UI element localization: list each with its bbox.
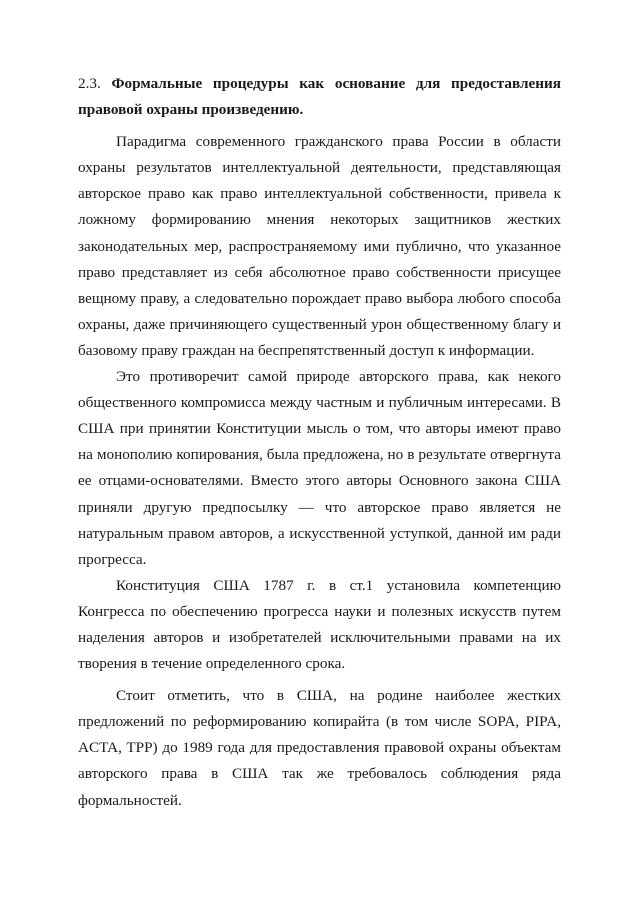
document-body [78,71,561,814]
paragraph-4: Стоит отметить, что в США, на родине наиболее жестких предложений по реформированию копирайта (в том числе SOPA, PIPA, ACTA, TPP) до 1989 года для предоставления правовой охраны объектам авторского права в США так же требовалось соблюдения ряда формальностей. [78,687,561,809]
section-heading [78,71,561,123]
paragraph-2: Это противоречит самой природе авторского права, как некого общественного компромисса между частным и публичным интересами. В США при принятии Конституции мысль о том, что авторы имеют право на монополию копирования, была предложена, но в результате отвергнута ее отцами-основателями. Вместо этого авторы Основного закона США приняли другую предпосылку — что авторское право является не натуральным правом авторов, а искусственной уступкой, данной им ради прогресса. [78,368,561,568]
paragraph-1: Парадигма современного гражданского права России в области охраны результатов интеллектуальной деятельности, представляющая авторское право как право интеллектуальной собственности, привела к ложному формированию мнения некоторых защитников жестких законодательных мер, распространяемому ими публично, что указанное право представляет из себя абсолютное право собственности присущее вещному праву, а следовательно порождает право выбора любого способа охраны, даже причиняющего существенный урон общественному благу и базовому праву граждан на беспрепятственный доступ к информации. [78,133,561,359]
section-title: Формальные процедуры как основание для предоставления правовой охраны произведению. [78,75,561,119]
section-number: 2.3. [78,75,112,92]
paragraph-3: Конституция США 1787 г. в ст.1 установила компетенцию Конгресса по обеспечению прогресса науки и полезных искусств путем наделения авторов и изобретателей исключительными правами на их творения в течение определенного срока. [78,576,561,673]
